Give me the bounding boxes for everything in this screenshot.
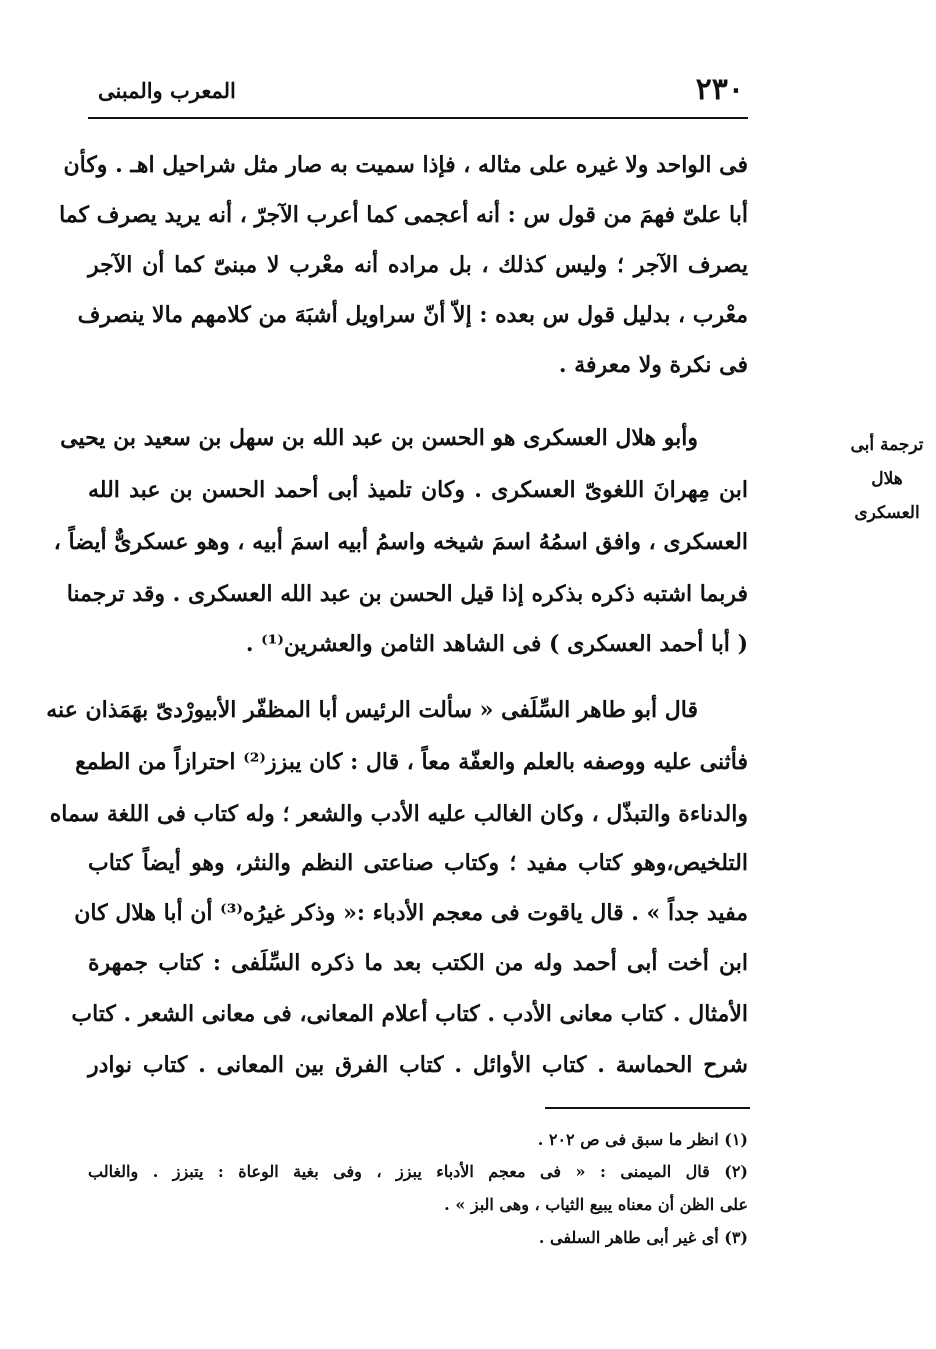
text-line: فى الواحد ولا غيره على مثاله ، فإذا سميت به صار مثل شراحيل اهـ . وكأن: [63, 152, 748, 178]
text-line: معْرب ، بدليل قول س بعده : إلاّ أنّ سراويل أشبَهَ من كلامهم مالا ينصرف: [77, 302, 748, 328]
running-title: المعرب والمبنى: [98, 78, 236, 103]
text-line: ( أبا أحمد العسكرى ) فى الشاهد الثامن والعشرين⁽¹⁾ .: [245, 631, 748, 657]
text-line: أبا علىّ فهمَ من قول س : أنه أعجمى كما أعرب الآجرّ ، أنه يريد يصرف كما: [59, 202, 748, 228]
text-line: يصرف الآجر ؛ وليس كذلك ، بل مراده أنه معْرب لا مبنىّ كما أن الآجر: [88, 252, 748, 278]
footnote-rule: [545, 1107, 750, 1109]
text-line: شرح الحماسة . كتاب الأوائل . كتاب الفرق بين المعانى . كتاب نوادر: [88, 1052, 748, 1078]
margin-note-line: هلال العسكرى: [854, 469, 920, 523]
header-rule: [88, 117, 748, 119]
text-line: ابن أخت أبى أحمد وله من الكتب بعد ما ذكره السِّلَفى : كتاب جمهرة: [88, 950, 748, 976]
text-line: فأثنى عليه ووصفه بالعلم والعفّة معاً ، قال : كان يبزز⁽²⁾ احترازاً من الطمع: [75, 749, 748, 775]
text-line: فربما اشتبه ذكره بذكره إذا قيل الحسن بن عبد الله العسكرى . وقد ترجمنا: [66, 581, 748, 607]
text-line: قال أبو طاهر السِّلَفى « سألت الرئيس أبا المظفّر الأبيورْدىّ بهَمَذان عنه: [46, 697, 698, 723]
margin-note-line: ترجمة أبى: [850, 435, 924, 455]
footnote: على الظن أن معناه يبيع الثياب ، وهى البز » .: [444, 1195, 748, 1214]
text-line: العسكرى ، وافق اسمُهُ اسمَ شيخه واسمُ أبيه اسمَ أبيه ، وهو عسكرىٌّ أيضاً ،: [53, 529, 748, 555]
text-line: الأمثال . كتاب معانى الأدب . كتاب أعلام المعانى، فى معانى الشعر . كتاب: [71, 1001, 748, 1027]
page-number: ٢٣٠: [695, 72, 744, 107]
text-line: فى نكرة ولا معرفة .: [558, 352, 748, 378]
footnote: (٣) أى غير أبى طاهر السلفى .: [538, 1228, 748, 1247]
footnote: (٢) قال الميمنى : « فى معجم الأدباء يبزز ، وفى بغية الوعاة : يتبزز . والغالب: [88, 1162, 748, 1181]
text-line: التلخيص،وهو كتاب مفيد ؛ وكتاب صناعتى النظم والنثر، وهو أيضاً كتاب: [88, 850, 748, 876]
text-line: ابن مِهرانَ اللغوىّ العسكرى . وكان تلميذ أبى أحمد الحسن بن عبد الله: [88, 477, 748, 503]
text-line: والدناءة والتبذّل ، وكان الغالب عليه الأدب والشعر ؛ وله كتاب فى اللغة سماه: [49, 801, 748, 827]
text-line: وأبو هلال العسكرى هو الحسن بن عبد الله بن سهل بن سعيد بن يحيى: [60, 425, 698, 451]
text-line: مفيد جداً » . قال ياقوت فى معجم الأدباء :« وذكر غيرُه⁽³⁾ أن أبا هلال كان: [74, 900, 748, 926]
footnote: (١) انظر ما سبق فى ص ٢٠٢ .: [537, 1130, 748, 1149]
margin-note: [846, 428, 928, 530]
page-header: [88, 70, 748, 112]
